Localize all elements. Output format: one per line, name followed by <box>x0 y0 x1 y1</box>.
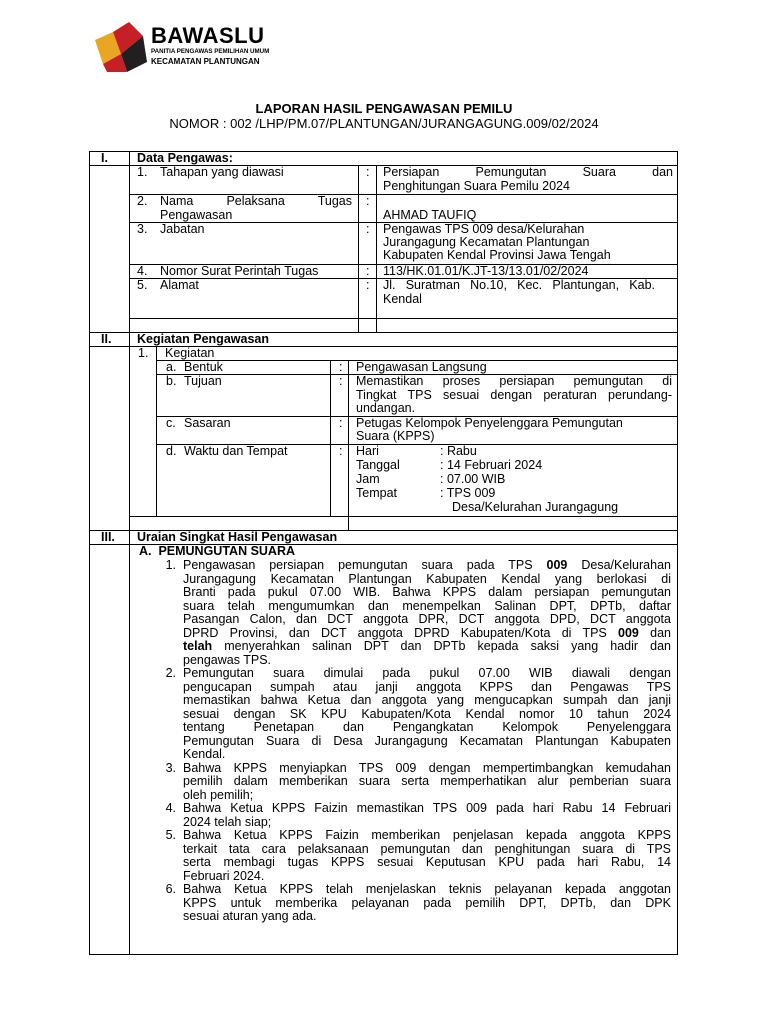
s1-row5-value: Jl. Suratman No.10, Kec. Plantungan, Kab. Kendal <box>383 278 655 306</box>
colon: : <box>366 222 370 236</box>
colon: : <box>366 278 370 292</box>
section-1-heading: Data Pengawas: <box>137 151 233 165</box>
s1-row2-value: AHMAD TAUFIQ <box>383 208 477 222</box>
s1-col-divider-b <box>376 165 377 333</box>
s3-item-text: Pemungutan suara dimulai pada pukul 07.00 WIB diawali dengan pengucapan sumpah atau janji anggota KPPS dan Pengawas TPS memastikan bahwa Ketua dan anggota yang mengucapkan sumpah dan janji sesuai dengan SK KPU Kabupaten/Kota Kendal nomor 10 tahun 2024 tentang Penetapan dan Pengangkatan Kelompok Penyelenggara Pemungutan Suara di Desa Jurangagung Kecamatan Plantungan Kabupaten Kendal. <box>183 666 671 761</box>
s1-row1-no: 1. <box>137 165 148 179</box>
s1-row4-value: 113/HK.01.01/K.JT-13/13.01/02/2024 <box>383 264 589 278</box>
s1-row2-label: Nama Pelaksana Tugas Pengawasan <box>160 194 352 222</box>
section-2-heading: Kegiatan Pengawasan <box>137 332 269 346</box>
s2-d-letter: d. <box>166 444 177 458</box>
colon: : <box>366 194 370 208</box>
waktu-tempat-line2: Desa/Kelurahan Jurangagung <box>452 500 619 514</box>
s1-row1-value: Persiapan Pemungutan Suara dan Penghitungan Suara Pemilu 2024 <box>383 165 673 193</box>
s3-item-number: 6. <box>165 882 176 896</box>
s3-item-text: Bahwa Ketua KPPS Faizin memastikan TPS 009 pada hari Rabu 14 Februari 2024 telah siap; <box>183 801 671 829</box>
s1-row1-label: Tahapan yang diawasi <box>160 165 284 179</box>
brand-name: BAWASLU <box>151 23 265 48</box>
s2-b-letter: b. <box>166 374 177 388</box>
section-2-roman: II. <box>101 332 112 346</box>
s3-item-text: Bahwa Ketua KPPS telah menjelaskan teknis pelayanan kepada anggotan KPPS untuk memberika pelayanan pada pemilih DPT, DPTb, dan DPK sesuai aturan yang ada. <box>183 882 671 923</box>
brand-sub: PANITIA PENGAWAS PEMILIHAN UMUM <box>151 48 270 55</box>
waktu-tempat-key: Tempat <box>356 486 397 500</box>
s2-c-value-line1: Petugas Kelompok Penyelenggara Pemungutan <box>356 416 623 430</box>
waktu-tempat-value: : TPS 009 <box>440 486 496 500</box>
brand-block <box>151 24 269 67</box>
s2-a-label: Bentuk <box>184 360 223 374</box>
s2-d-label: Waktu dan Tempat <box>184 444 288 458</box>
colon: : <box>366 264 370 278</box>
section-1-roman: I. <box>101 151 108 165</box>
s1-row4-no: 4. <box>137 264 148 278</box>
waktu-jam-key: Jam <box>356 472 380 486</box>
colon: : <box>366 165 370 179</box>
s3-item-number: 2. <box>165 666 176 680</box>
s2-c-letter: c. <box>166 416 176 430</box>
s3-item-number: 5. <box>165 828 176 842</box>
s1-row3-value-line3: Kabupaten Kendal Provinsi Jawa Tengah <box>383 248 611 262</box>
s2-b-label: Tujuan <box>184 374 222 388</box>
s1-row5-label: Alamat <box>160 278 199 292</box>
waktu-tanggal-key: Tanggal <box>356 458 400 472</box>
colon: : <box>339 416 343 430</box>
s1-row3-label: Jabatan <box>160 222 205 236</box>
s2-b-value: Memastikan proses persiapan pemungutan di Tingkat TPS sesuai dengan peraturan perundang- undangan. <box>356 374 672 415</box>
colon: : <box>339 444 343 458</box>
brand-location: KECAMATAN PLANTUNGAN <box>151 57 260 66</box>
s3-item-text: Bahwa Ketua KPPS Faizin memberikan penjelasan kepada anggota KPPS terkait tata cara pelaksanaan pemungutan dan penghitungan suara di TPS serta membagi tugas KPPS sesuai Keputusan KPU pada hari Rabu, 14 Februari 2024. <box>183 828 671 883</box>
colon: : <box>339 360 343 374</box>
s2-item-label: Kegiatan <box>165 346 215 360</box>
s2-item-no: 1. <box>138 346 149 360</box>
waktu-tanggal-value: : 14 Februari 2024 <box>440 458 543 472</box>
s3-item-number: 3. <box>165 760 176 775</box>
waktu-jam-value: : 07.00 WIB <box>440 472 506 486</box>
colon: : <box>339 374 343 388</box>
report-title: LAPORAN HASIL PENGAWASAN PEMILU <box>255 101 513 116</box>
section-3-heading: Uraian Singkat Hasil Pengawasan <box>137 530 338 544</box>
waktu-hari-key: Hari <box>356 444 379 458</box>
s2-a-value: Pengawasan Langsung <box>356 360 487 374</box>
s3-sub-heading: A. PEMUNGUTAN SUARA <box>139 544 296 558</box>
s2-a-letter: a. <box>166 360 177 374</box>
s3-item-number: 1. <box>165 558 176 572</box>
s1-row4-label: Nomor Surat Perintah Tugas <box>160 264 319 278</box>
waktu-hari-value: : Rabu <box>440 444 477 458</box>
section-3-roman: III. <box>101 530 115 544</box>
s1-row2-no: 2. <box>137 194 148 208</box>
s3-item-text: Bahwa KPPS menyiapkan TPS 009 dengan mempertimbangkan kemudahan pemilih dalam memberikan suara serta memperhatikan alur pemberian suara oleh pemilih; <box>183 760 671 802</box>
s1-row5-no: 5. <box>137 278 148 292</box>
s3-item-number: 4. <box>165 801 176 815</box>
s1-row3-value-line1: Pengawas TPS 009 desa/Kelurahan <box>383 222 585 236</box>
s1-row3-no: 3. <box>137 222 148 236</box>
s3-item-text: Pengawasan persiapan pemungutan suara pada TPS 009 Desa/Kelurahan Jurangagung Kecamatan Plantungan Kabupaten Kendal yang berlokasi di Branti pada pukul 07.00 WIB. Bahwa KPPS dalam persiapan pemungutan suara telah mengumumkan dan menempelkan Salinan DPT, DPTb, daftar Pasangan Calon, dan DCT anggota DPR, DCT anggota DPD, DCT anggota DPRD Provinsi, dan DCT anggota DPRD Kabupaten/Kota di TPS 009 dan telah menyerahkan salinan DPT dan DPTb kepada saksi yang hadir dan pengawas TPS. <box>183 558 671 667</box>
roman-divider <box>129 151 130 955</box>
s1-col-divider-a <box>358 165 359 333</box>
s2-c-label: Sasaran <box>184 416 231 430</box>
report-number: NOMOR : 002 /LHP/PM.07/PLANTUNGAN/JURANGAGUNG.009/02/2024 <box>169 116 599 131</box>
s1-row3-value-line2: Jurangagung Kecamatan Plantungan <box>383 235 590 249</box>
s2-c-value-line2: Suara (KPPS) <box>356 429 435 443</box>
